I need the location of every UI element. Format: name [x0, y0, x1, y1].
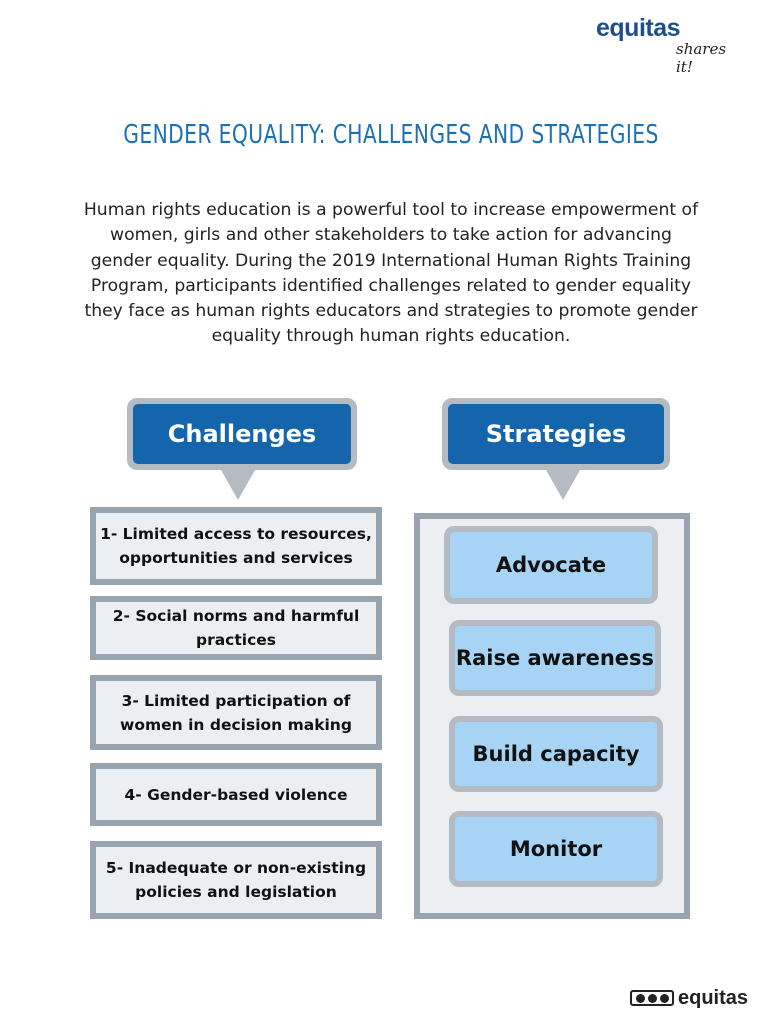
challenge-item-4: 4- Gender-based violence [90, 763, 382, 826]
challenges-pointer [221, 470, 255, 500]
strategies-pointer [546, 470, 580, 500]
strategy-item-3: Build capacity [449, 716, 663, 792]
challenges-heading: Challenges [133, 404, 351, 464]
footer-brand: equitas [678, 986, 749, 1009]
strategy-item-2: Raise awareness [449, 620, 661, 696]
page-title: GENDER EQUALITY: CHALLENGES AND STRATEGIES [123, 120, 659, 150]
creative-commons-icon [630, 990, 674, 1006]
challenge-item-1: 1- Limited access to resources, opportunities and services [90, 507, 382, 585]
strategy-item-1: Advocate [444, 526, 658, 604]
challenges-header [127, 398, 357, 470]
footer-logo [630, 986, 748, 1010]
strategy-item-4: Monitor [449, 811, 663, 887]
equitas-logo [592, 12, 742, 76]
strategies-heading: Strategies [448, 404, 664, 464]
challenge-item-5: 5- Inadequate or non-existing policies and legislation [90, 841, 382, 919]
challenge-item-3: 3- Limited participation of women in decision making [90, 675, 382, 750]
challenge-item-2: 2- Social norms and harmful practices [90, 596, 382, 660]
logo-brand: equitas [596, 14, 681, 42]
strategies-header [442, 398, 670, 470]
intro-paragraph: Human rights education is a powerful tool to increase empowerment of women, girls and other stakeholders to take action for advancing gender equality. During the 2019 International Human Rights Training Program, participants identified challenges related to gender equality they face as human rights educators and strategies to promote gender equality through human rights education. [83, 200, 699, 347]
logo-tagline: shares it! [676, 40, 727, 76]
